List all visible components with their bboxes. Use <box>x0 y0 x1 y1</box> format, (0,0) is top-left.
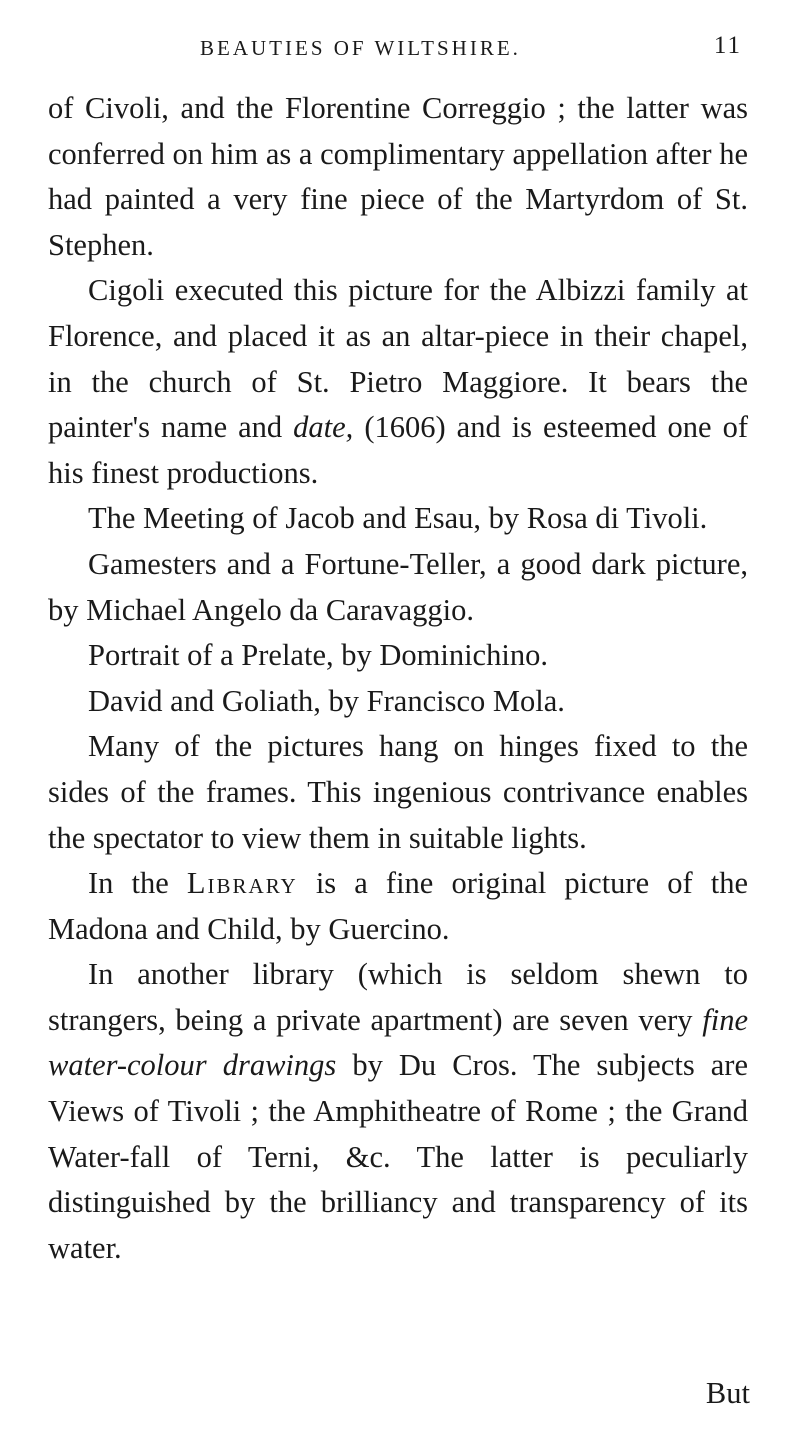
page-header <box>0 30 800 70</box>
paragraph-another-library <box>48 952 748 1271</box>
italic-text: date, <box>293 410 354 445</box>
paragraph-text: Cigoli executed this picture for the Albizzi family at Florence, and placed it as an altar-piece in their chapel, in the church of St. Pietro Maggiore. It bears the painter's name and <box>48 273 748 445</box>
paragraph-david-goliath: David and Goliath, by Francisco Mola. <box>88 683 565 718</box>
paragraph-text: In the <box>88 866 187 901</box>
paragraph-prelate: Portrait of a Prelate, by Dominichino. <box>88 638 548 673</box>
paragraph-text: (1606) and is esteemed one of his finest productions. <box>48 410 748 490</box>
small-caps-text: Library <box>186 866 298 901</box>
paragraph-hinges: Many of the pictures hang on hinges fixed to the sides of the frames. This ingenious contrivance enables the spectator to view them in suitable lights. <box>48 729 748 855</box>
catchword: But <box>705 1376 750 1410</box>
page-number: 11 <box>713 32 742 59</box>
paragraph-text: is a fine original picture of the Madona and Child, by Guercino. <box>48 866 748 946</box>
paragraph-civoli: of Civoli, and the Florentine Correggio ; the latter was conferred on him as a complimentary appellation after he had painted a very fine piece of the Martyrdom of St. Stephen. <box>48 91 748 262</box>
running-title: BEAUTIES OF WILTSHIRE. <box>200 36 521 60</box>
paragraph-library <box>48 861 748 952</box>
paragraph-text: by Du Cros. The subjects are Views of Tivoli ; the Amphitheatre of Rome ; the Grand Water-fall of Terni, &c. The latter is peculiarly distinguished by the brilliancy and transparency of its water. <box>48 1048 748 1265</box>
paragraph-jacob-esau: The Meeting of Jacob and Esau, by Rosa di Tivoli. <box>88 501 708 536</box>
body-text <box>48 86 748 1271</box>
paragraph-text: In another library (which is seldom shewn to strangers, being a private apartment) are seven very <box>48 957 748 1037</box>
paragraph-gamesters: Gamesters and a Fortune-Teller, a good dark picture, by Michael Angelo da Caravaggio. <box>48 546 748 627</box>
italic-text: fine water-colour drawings <box>48 1002 748 1083</box>
paragraph-cigoli <box>48 268 748 496</box>
